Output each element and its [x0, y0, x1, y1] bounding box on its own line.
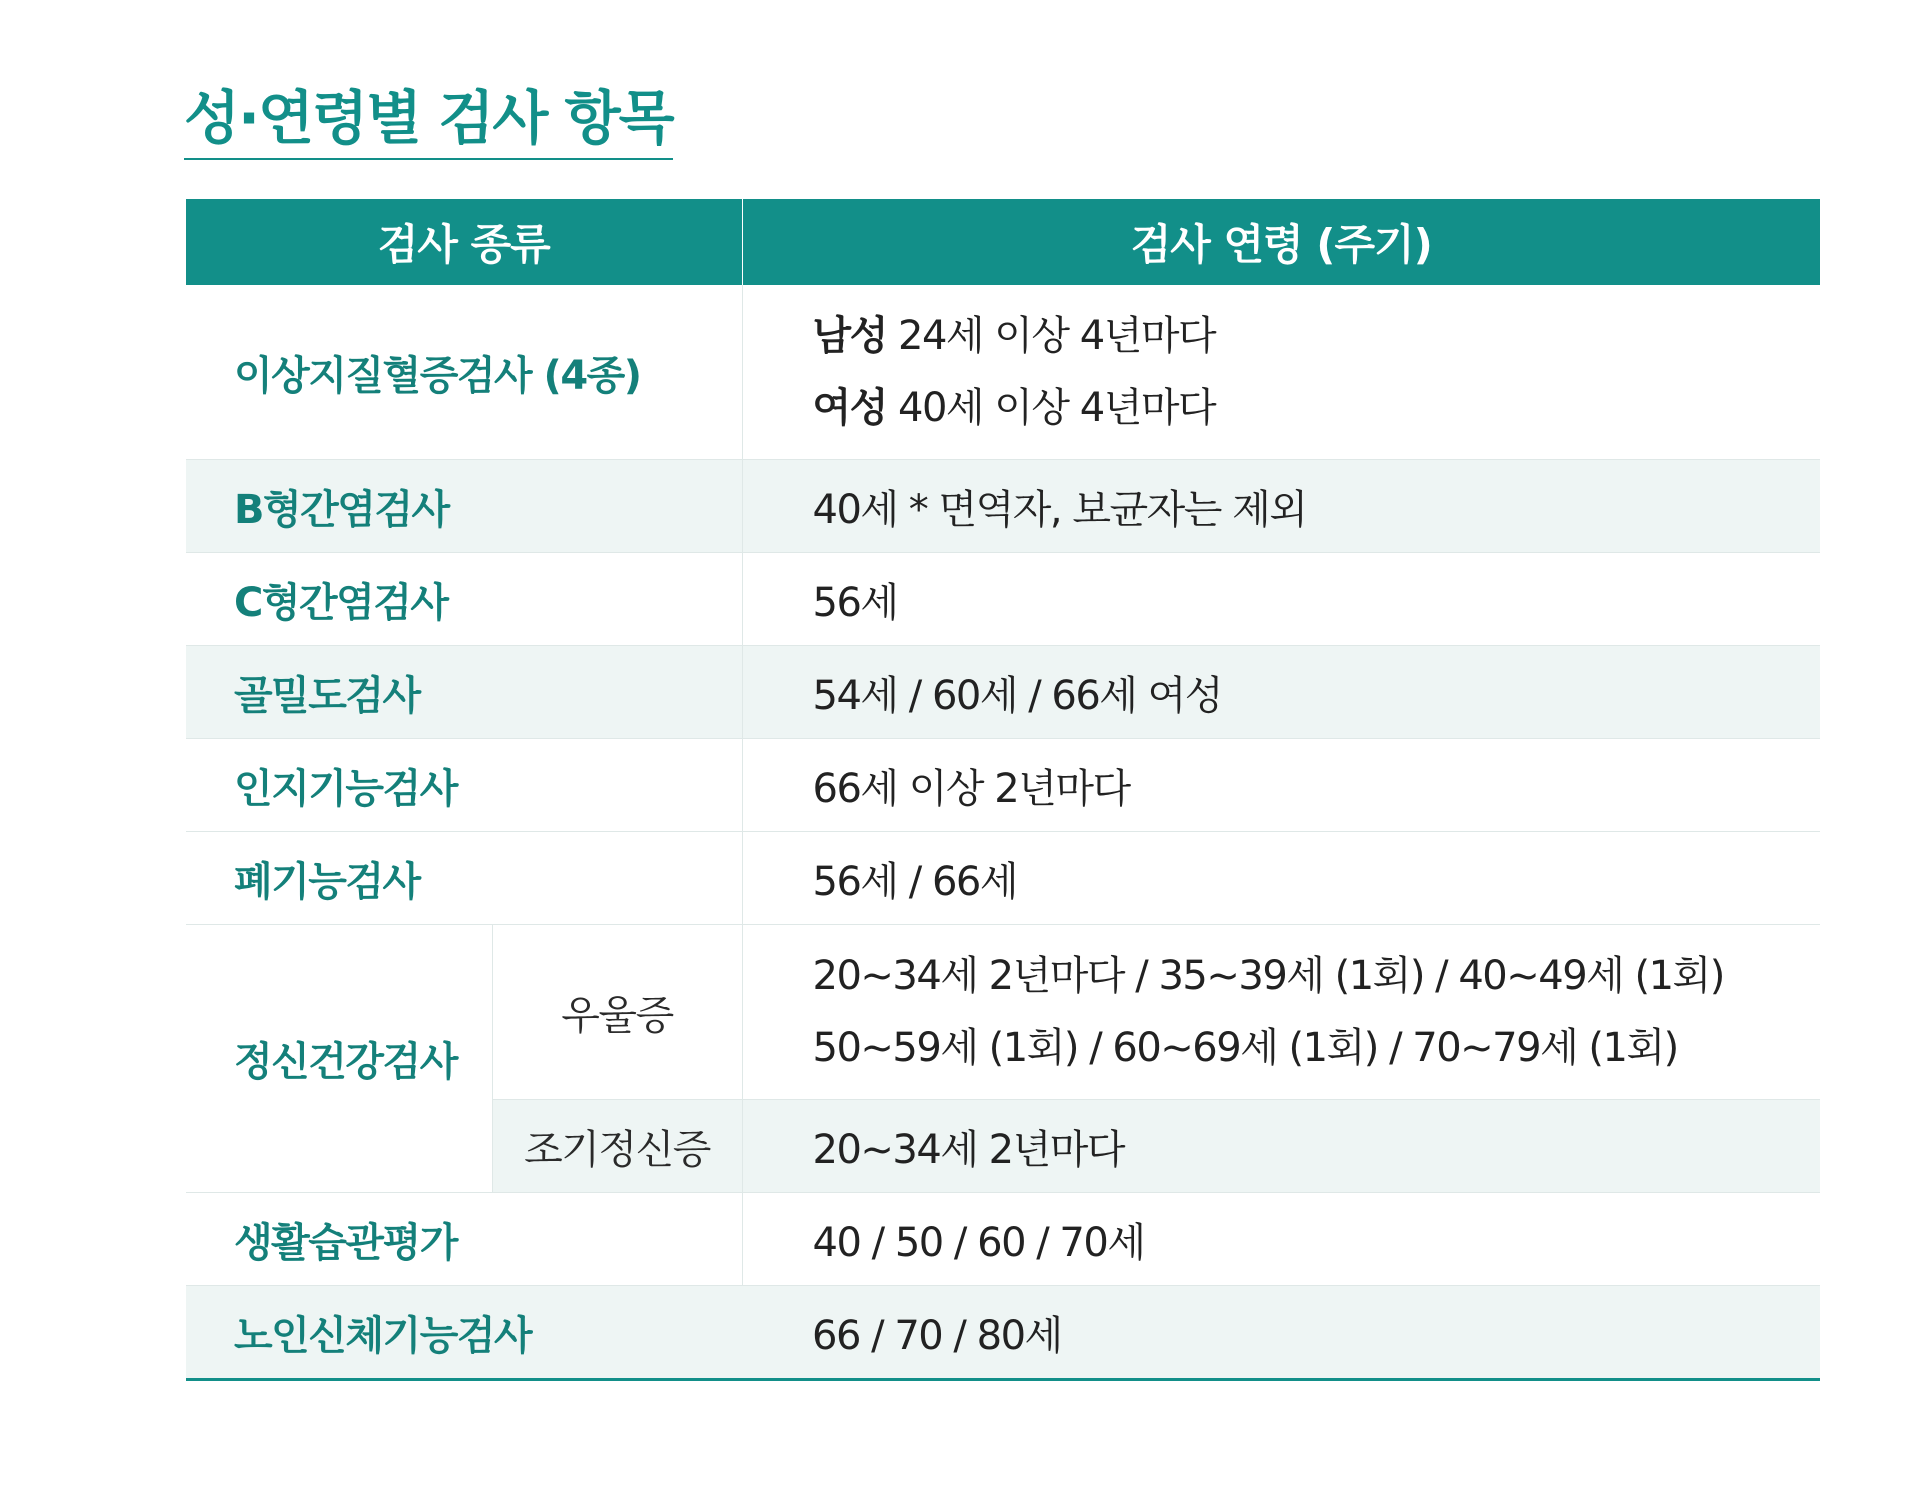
row-age-hepb: 40세 * 면역자, 보균자는 제외 [742, 460, 1820, 553]
table-row [186, 553, 1820, 646]
row-age-lifestyle: 40 / 50 / 60 / 70세 [742, 1193, 1820, 1286]
row-age-bone: 54세 / 60세 / 66세 여성 [742, 646, 1820, 739]
row-age-elderly: 66 / 70 / 80세 [742, 1286, 1820, 1380]
exam-table [186, 199, 1820, 1381]
depression-line-1: 20~34세 2년마다 / 35~39세 (1회) / 40~49세 (1회) [812, 953, 1724, 999]
female-value: 40세 이상 4년마다 [898, 385, 1216, 431]
table-row [186, 925, 1820, 1100]
table-row [186, 739, 1820, 832]
row-age-depression [742, 925, 1820, 1100]
row-type-mental: 정신건강검사 [186, 925, 492, 1193]
lipid-male-line [813, 300, 1821, 372]
header-exam-age: 검사 연령 (주기) [742, 199, 1820, 285]
row-type-elderly: 노인신체기능검사 [186, 1286, 742, 1380]
row-type-lifestyle: 생활습관평가 [186, 1193, 742, 1286]
row-type-bone: 골밀도검사 [186, 646, 742, 739]
table-row [186, 285, 1820, 460]
row-subtype-depression: 우울증 [492, 925, 742, 1100]
table-row [186, 646, 1820, 739]
row-age-cognitive: 66세 이상 2년마다 [742, 739, 1820, 832]
row-type-cognitive: 인지기능검사 [186, 739, 742, 832]
row-age-hepc: 56세 [742, 553, 1820, 646]
row-type-lung: 폐기능검사 [186, 832, 742, 925]
row-age-lipid [742, 285, 1820, 460]
table-row [186, 1286, 1820, 1380]
female-label: 여성 [812, 385, 887, 431]
table-row [186, 1193, 1820, 1286]
table-row [186, 832, 1820, 925]
table-header-row [186, 199, 1820, 285]
row-age-psychosis: 20~34세 2년마다 [742, 1100, 1820, 1193]
row-type-hepb: B형간염검사 [186, 460, 742, 553]
row-age-lung: 56세 / 66세 [742, 832, 1820, 925]
male-label: 남성 [812, 313, 887, 359]
male-value: 24세 이상 4년마다 [898, 313, 1216, 359]
row-type-hepc: C형간염검사 [186, 553, 742, 646]
row-type-lipid: 이상지질혈증검사 (4종) [186, 285, 742, 460]
lipid-female-line [813, 372, 1821, 444]
row-subtype-psychosis: 조기정신증 [492, 1100, 742, 1193]
header-exam-type: 검사 종류 [186, 199, 742, 285]
table-row [186, 460, 1820, 553]
page-title: 성·연령별 검사 항목 [184, 78, 673, 160]
depression-line-2: 50~59세 (1회) / 60~69세 (1회) / 70~79세 (1회) [812, 1025, 1678, 1071]
